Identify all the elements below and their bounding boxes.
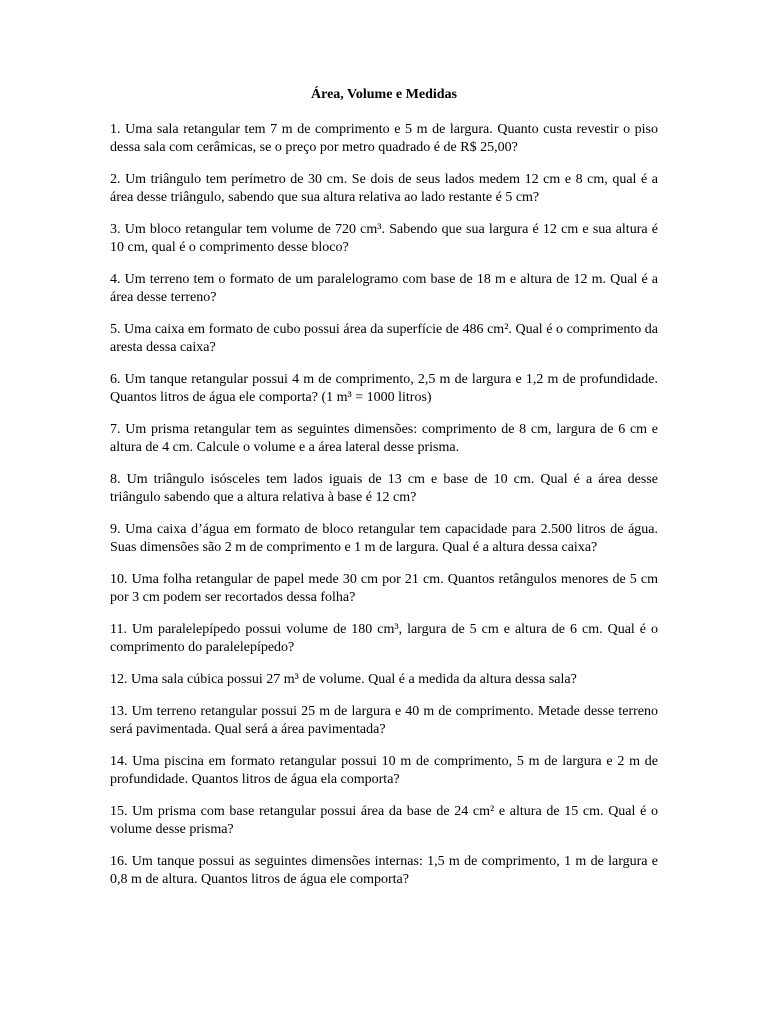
question-item: 2. Um triângulo tem perímetro de 30 cm. Se dois de seus lados medem 12 cm e 8 cm, qual é a área desse triângulo, sabendo que sua altura relativa ao lado restante é 5 cm? <box>110 172 658 205</box>
question-item: 10. Uma folha retangular de papel mede 30 cm por 21 cm. Quantos retângulos menores de 5 cm por 3 cm podem ser recortados dessa folha? <box>110 572 658 605</box>
question-item: 12. Uma sala cúbica possui 27 m³ de volume. Qual é a medida da altura dessa sala? <box>110 672 577 687</box>
question-item: 1. Uma sala retangular tem 7 m de comprimento e 5 m de largura. Quanto custa revestir o piso dessa sala com cerâmicas, se o preço por metro quadrado é de R$ 25,00? <box>110 122 658 155</box>
question-item: 14. Uma piscina em formato retangular possui 10 m de comprimento, 5 m de largura e 2 m de profundidade. Quantos litros de água ela comporta? <box>110 754 658 787</box>
question-item: 9. Uma caixa d’água em formato de bloco retangular tem capacidade para 2.500 litros de água. Suas dimensões são 2 m de comprimento e 1 m de largura. Qual é a altura dessa caixa? <box>110 522 658 555</box>
question-item: 5. Uma caixa em formato de cubo possui área da superfície de 486 cm². Qual é o comprimento da aresta dessa caixa? <box>110 322 658 355</box>
question-item: 8. Um triângulo isósceles tem lados iguais de 13 cm e base de 10 cm. Qual é a área desse triângulo sabendo que a altura relativa à base é 12 cm? <box>110 472 658 505</box>
question-item: 7. Um prisma retangular tem as seguintes dimensões: comprimento de 8 cm, largura de 6 cm e altura de 4 cm. Calcule o volume e a área lateral desse prisma. <box>110 422 658 455</box>
question-list <box>110 121 658 889</box>
question-item: 3. Um bloco retangular tem volume de 720 cm³. Sabendo que sua largura é 12 cm e sua altura é 10 cm, qual é o comprimento desse bloco? <box>110 222 658 255</box>
question-item: 4. Um terreno tem o formato de um paralelogramo com base de 18 m e altura de 12 m. Qual é a área desse terreno? <box>110 272 658 305</box>
question-item: 16. Um tanque possui as seguintes dimensões internas: 1,5 m de comprimento, 1 m de largura e 0,8 m de altura. Quantos litros de água ele comporta? <box>110 854 658 887</box>
question-item: 11. Um paralelepípedo possui volume de 180 cm³, largura de 5 cm e altura de 6 cm. Qual é o comprimento do paralelepípedo? <box>110 622 658 655</box>
question-item: 6. Um tanque retangular possui 4 m de comprimento, 2,5 m de largura e 1,2 m de profundidade. Quantos litros de água ele comporta? (1 m³ = 1000 litros) <box>110 372 658 405</box>
question-item: 13. Um terreno retangular possui 25 m de largura e 40 m de comprimento. Metade desse terreno será pavimentada. Qual será a área pavimentada? <box>110 704 658 737</box>
question-item: 15. Um prisma com base retangular possui área da base de 24 cm² e altura de 15 cm. Qual é o volume desse prisma? <box>110 804 658 837</box>
document-title: Área, Volume e Medidas <box>311 87 457 102</box>
